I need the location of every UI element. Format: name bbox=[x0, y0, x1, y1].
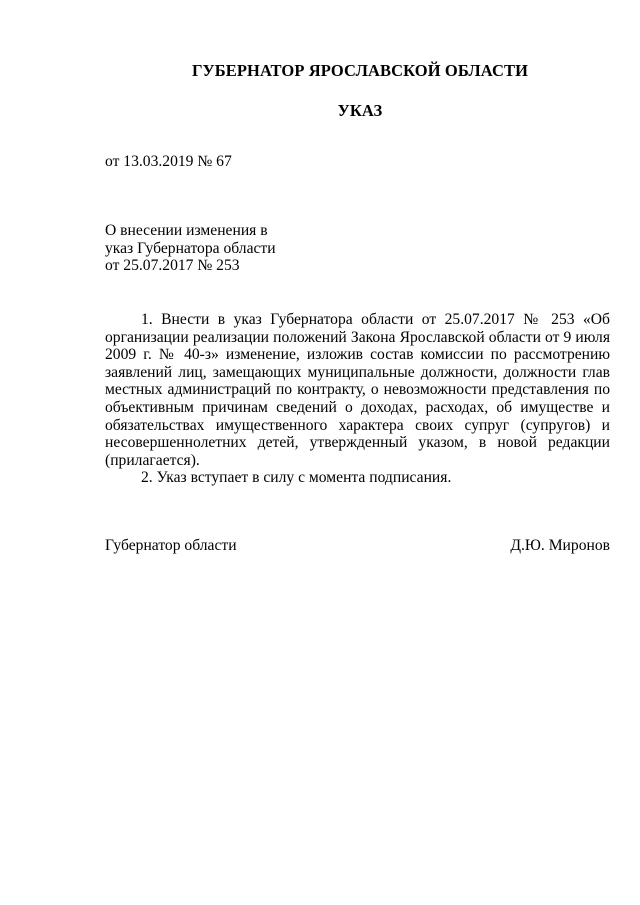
document-body bbox=[105, 311, 610, 487]
signatory-position: Губернатор области bbox=[105, 537, 237, 554]
document-subject bbox=[105, 222, 276, 275]
body-paragraph-2: 2. Указ вступает в силу с момента подписания. bbox=[141, 469, 452, 487]
subject-line: О внесении изменения в bbox=[105, 222, 268, 239]
signatory-name: Д.Ю. Миронов bbox=[510, 537, 610, 554]
signature-block bbox=[105, 537, 610, 555]
subject-line: от 25.07.2017 № 253 bbox=[105, 257, 240, 275]
document-type: УКАЗ bbox=[337, 101, 383, 120]
document-date-number: от 13.03.2019 № 67 bbox=[105, 153, 232, 170]
subject-line: указ Губернатора области bbox=[105, 239, 276, 257]
document-authority: ГУБЕРНАТОР ЯРОСЛАВСКОЙ ОБЛАСТИ bbox=[191, 61, 529, 80]
body-paragraph-1: 1. Внести в указ Губернатора области от 25.07.2017 № 253 «Об организации реализации положений Закона Ярославской области от 9 июля 2009 г. № 40-з» изменение, изложив состав комиссии по рассмотрению заявлений лиц, замещающих муниципальные должности, должности глав местных администраций по контракту, о невозможности представления по объективным причинам сведений о доходах, расходах, об имуществе и обязательствах имущественного характера своих супруг (супругов) и несовершеннолетних детей, утвержденный указом, в новой редакции (прилагается). bbox=[105, 311, 610, 469]
